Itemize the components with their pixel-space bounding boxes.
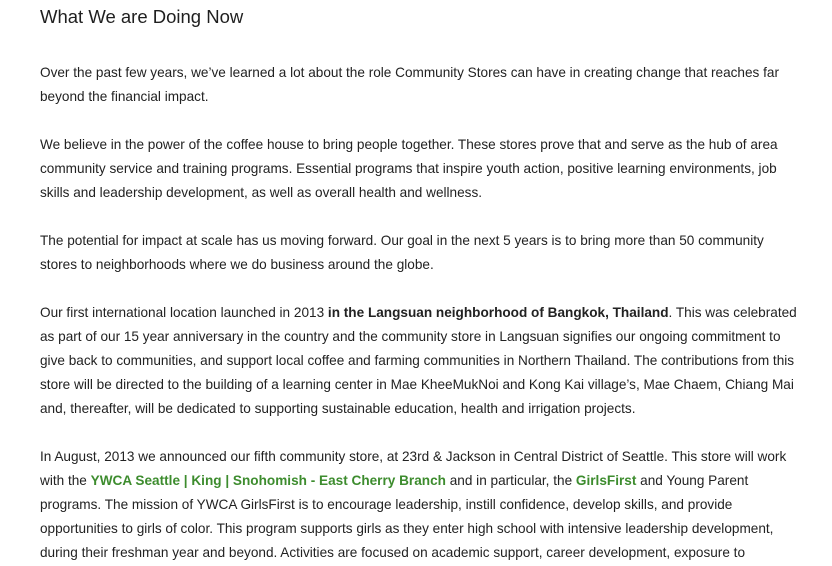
paragraph-goal: The potential for impact at scale has us moving forward. Our goal in the next 5 years is to bring more than 50 community stores to neighborhoods where we do business around the globe. bbox=[40, 233, 764, 272]
article bbox=[40, 0, 800, 565]
paragraph-bangkok-text-1: Our first international location launched in 2013 bbox=[40, 305, 328, 320]
ywca-branch-link[interactable]: YWCA Seattle | King | Snohomish - East Cherry Branch bbox=[90, 473, 446, 488]
paragraph-bangkok bbox=[40, 301, 800, 421]
paragraph-seattle-text-3: and Young Parent programs. The mission of YWCA GirlsFirst is to encourage leadership, instill confidence, develop skills, and provide opportunities to girls of color. This program supports girls as they enter high school with intensive leadership development, during their freshman year and beyond. Activities are focused on academic support, career development, exposure to bbox=[40, 473, 774, 560]
paragraph-seattle-text-1: In August, 2013 we announced our fifth community store, at 23rd & Jackson in Central District of Seattle. This store will work with the bbox=[40, 449, 787, 488]
girlsfirst-link[interactable]: GirlsFirst bbox=[575, 473, 637, 488]
paragraph-bangkok-text-2: . This was celebrated as part of our 15 year anniversary in the country and the community store in Langsuan signifies our ongoing commitment to give back to communities, and support local coffee and farming communities in Northern Thailand. The contributions from this store will be directed to the building of a learning center in Mae KheeMukNoi and Kong Kai village’s, Mae Chaem, Chiang Mai and, thereafter, will be dedicated to supporting sustainable education, health and irrigation projects. bbox=[40, 305, 797, 416]
paragraph-intro: Over the past few years, we’ve learned a lot about the role Community Stores can have in creating change that reaches far beyond the financial impact. bbox=[40, 65, 779, 104]
paragraph-seattle-text-2: and in particular, the bbox=[445, 473, 576, 488]
bangkok-location-emphasis: in the Langsuan neighborhood of Bangkok, Thailand bbox=[327, 305, 669, 320]
section-heading: What We are Doing Now bbox=[40, 6, 244, 27]
paragraph-coffee-house: We believe in the power of the coffee house to bring people together. These stores prove that and serve as the hub of area community service and training programs. Essential programs that inspire youth action, positive learning environments, job skills and leadership development, as well as overall health and wellness. bbox=[40, 137, 778, 200]
paragraph-seattle bbox=[40, 445, 800, 565]
